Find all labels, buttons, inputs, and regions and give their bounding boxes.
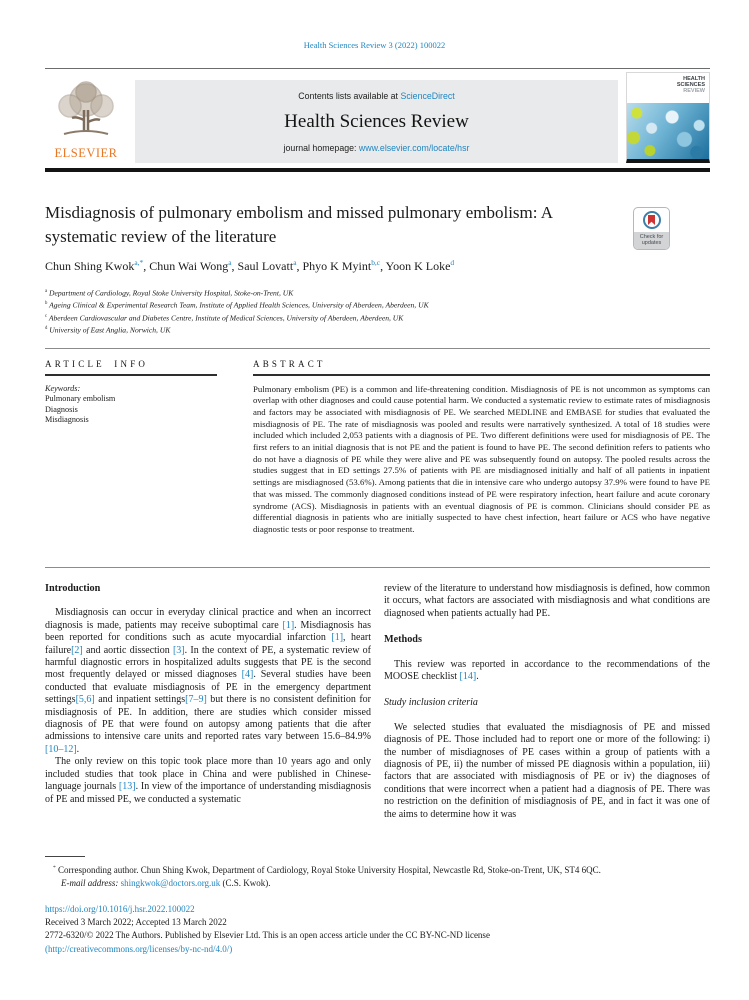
check-for-updates-badge[interactable] (633, 207, 670, 250)
journal-cover-thumbnail (626, 72, 710, 163)
abstract-column (253, 359, 710, 536)
affiliation-line (45, 299, 665, 311)
affiliation-line (45, 312, 665, 324)
text-segment: . In the context of PE, a systematic review of harmful diagnostic errors in hospitalized adults suggests that PE is the second most frequently delayed or missed diagnoses (45, 644, 371, 681)
cover-art-image (627, 103, 709, 159)
inline-link[interactable]: ScienceDirect (400, 91, 455, 101)
inline-link[interactable]: [1] (282, 619, 295, 631)
inline-link[interactable]: [14] (459, 671, 477, 683)
body-paragraph (45, 756, 371, 806)
inline-link[interactable]: [10–12] (45, 743, 77, 755)
elsevier-logo (45, 80, 127, 163)
doi-link[interactable]: https://doi.org/10.1016/j.hsr.2022.100022 (45, 904, 195, 914)
text-segment: Aberdeen Cardiovascular and Diabetes Centre, Institute of Medical Sciences, University of Aberdeen, Aberdeen, UK (47, 313, 404, 323)
inline-link[interactable]: [4] (241, 669, 254, 681)
text-segment: Misdiagnosis can occur in everyday clinical practice and when an incorrect diagnosis is made, patients may receive suboptimal care (45, 607, 371, 631)
received-accepted-line: Received 3 March 2022; Accepted 13 March 2022 (45, 917, 227, 928)
text-segment: , Chun Wai Wong (143, 259, 229, 273)
elsevier-wordmark: ELSEVIER (54, 146, 118, 160)
check-for-updates-label: Check for updates (634, 232, 669, 249)
footer-block (45, 903, 710, 956)
masthead-bottom-rule (45, 168, 710, 172)
email-line (45, 877, 710, 890)
text-segment: Corresponding author. Chun Shing Kwok, Department of Cardiology, Royal Stoke University Hospital, Newcastle Rd, Stoke-on-Trent, UK, ST4 6QC. (55, 865, 601, 875)
text-segment: * (53, 865, 56, 871)
text-segment: b (45, 301, 48, 307)
methods-heading: Methods (384, 634, 422, 646)
article-info-column (45, 359, 217, 426)
heading-rule (45, 374, 217, 376)
cover-title-line: REVIEW (683, 88, 705, 94)
text-segment: journal homepage: (283, 143, 359, 153)
keywords-label: Keywords: (45, 383, 81, 393)
license-link[interactable]: (http://creativecommons.org/licenses/by-nc-nd/4.0/) (45, 943, 233, 954)
text-segment: Department of Cardiology, Royal Stoke University Hospital, Stoke-on-Trent, UK (47, 288, 294, 298)
text-segment: a (45, 289, 48, 294)
footnote-block (45, 862, 710, 889)
cover-title-line: HEALTH (683, 76, 705, 82)
inline-link[interactable]: www.elsevier.com/locate/hsr (358, 143, 470, 153)
journal-banner (135, 80, 618, 163)
text-segment: b,c (371, 258, 381, 267)
keyword: Pulmonary embolism (45, 394, 116, 404)
keyword: Misdiagnosis (45, 415, 89, 425)
text-segment: but there is no consistent definition for misdiagnosis of PE. In addition, there are studies which consider missed diagnosis of PE that were found on autopsy among patients that die after admissions to intensive care units and reported rates vary between 15.6–84.9% (45, 694, 371, 743)
text-segment: Contents lists available at (298, 91, 401, 101)
affiliation-line (45, 324, 665, 336)
text-segment: . Several studies have been conducted that evaluate misdiagnosis of PE in the emergency department settings (45, 669, 371, 706)
text-segment: . (76, 743, 80, 755)
text-segment: University of East Anglia, Norwich, UK (47, 325, 171, 335)
text-segment: and inpatient settings (94, 694, 186, 706)
masthead (45, 76, 710, 163)
section-divider (45, 348, 710, 349)
cover-title (631, 76, 705, 94)
text-segment: (C.S. Kwok). (220, 877, 271, 888)
issn-copyright-line: 2772-6320/© 2022 The Authors. Published by Elsevier Ltd. This is an open access article under the CC BY-NC-ND license (45, 930, 490, 941)
text-segment: Chun Shing Kwok (45, 259, 135, 273)
body-paragraph (384, 659, 710, 684)
introduction-heading: Introduction (45, 583, 101, 594)
footnote-rule (45, 856, 85, 857)
elsevier-tree-icon (50, 80, 122, 142)
body-paragraph: We selected studies that evaluated the misdiagnosis of PE and missed diagnosis of PE. Those included had to report one or more of the following: i) the number of misdiagnoses of PE cases within a group of patients with a diagnosis of PE, ii) the number of missed PE diagnosis within a population, iii) factors that are associated with misdiagnosis of PE or iv) the diagnoses of conditions that were incorrect when a patient had a diagnosis of PE. There was no restriction on the definition of misdiagnosis of PE, and in fact it was one of the aims to determine how it was (384, 721, 710, 820)
keywords-block (45, 384, 217, 426)
body-columns (45, 583, 710, 855)
running-head: Health Sciences Review 3 (2022) 100022 (303, 40, 446, 50)
inclusion-criteria-subheading: Study inclusion criteria (384, 697, 478, 709)
keyword: Diagnosis (45, 404, 78, 414)
bookmark-icon (648, 215, 655, 225)
section-divider (45, 567, 710, 568)
body-paragraph (45, 607, 371, 756)
author-list (45, 258, 655, 274)
body-paragraph: review of the literature to understand how misdiagnosis is defined, how common it occurs, what factors are associated with misdiagnosis and what conditions are diagnosed when patients actually had PE. (384, 583, 710, 619)
article-title: Misdiagnosis of pulmonary embolism and missed pulmonary embolism: A systematic review of the literature (45, 203, 553, 246)
homepage-line (135, 143, 618, 153)
text-segment: a (228, 258, 232, 267)
text-segment: E-mail address: (61, 877, 119, 888)
inline-link[interactable]: [1] (331, 632, 344, 644)
corresponding-author-note (45, 862, 710, 877)
article-info-heading: ARTICLE INFO (45, 359, 149, 369)
text-segment: d (450, 258, 455, 267)
abstract-text: Pulmonary embolism (PE) is a common and life-threatening condition. Misdiagnosis of PE is not uncommon as symptoms can overlap with other diagnoses and could cause potential harm. We conducted a systematic review to estimate rates of misdiagnosis and factors may be associated with misdiagnosis of PE. We searched MEDLINE and EMBASE for studies that evaluated the misdiagnosis of PE. The rate of misdiagnosis was pooled and results were narratively synthesized. A total of 18 studies were included which included 2,053 patients with a diagnosis of PE. Two different definitions were used for misdiagnosis of PE. The first refers to an initial diagnosis that is not PE and the patient is found to have PE. The second definition refers to patients who do not have a diagnosis of PE while they were alive and PE was subsequently found on autopsy. The pooled results across the studies suggest that in ED settings 27.5% of patients with PE are misdiagnosed initially and half of all patients in inpatient settings are misdiagnosed (53.6%). Among patients that die in intensive care who undergo autopsy 37.9% were found to have PE that was missed. The commonly diagnosed conditions instead of PE were respiratory infection, heart failure and acute coronary syndrome (ACS). Misdiagnosis in patients with an eventual diagnosis of PE is common. Clinicians should consider PE as differential diagnosis in patients who are initially suspected to have chest infection, heart failure or ACS who have negative diagnostic tests or poor response to treatment. (253, 383, 710, 534)
heading-rule (253, 374, 710, 376)
inline-link[interactable]: [2] (71, 644, 83, 656)
text-segment: Ageing Clinical & Experimental Research Team, Institute of Applied Health Sciences, University of Aberdeen, Aberdeen, UK (47, 300, 429, 310)
inline-link[interactable]: [5,6] (75, 694, 95, 706)
text-segment: . In view of the importance of understanding misdiagnosis of PE and missed PE, we conducted a systematic (45, 781, 372, 805)
text-segment: , Phyo K Myint (296, 259, 372, 273)
text-segment: . (476, 671, 479, 683)
text-segment: d (45, 325, 48, 331)
inline-link[interactable]: [3] (172, 644, 185, 656)
text-segment: The only review on this topic took place more than 10 years ago and only included studies that took place in China and were published in Chinese-language journals (45, 756, 371, 793)
text-segment: a,* (134, 258, 144, 267)
contents-line (135, 91, 618, 101)
text-segment: , Yoon K Loke (380, 259, 451, 273)
cover-title-line: SCIENCES (676, 82, 705, 88)
text-segment: and aortic dissection (82, 644, 173, 656)
affiliations (45, 287, 665, 336)
inline-link[interactable]: [7–9] (185, 694, 207, 706)
crossmark-circle-icon (643, 211, 661, 229)
body-column-right (384, 583, 710, 855)
text-segment: c (45, 313, 48, 319)
body-column-left (45, 583, 371, 855)
text-segment: This review was reported in accordance to the recommendations of the MOOSE checklist (384, 658, 710, 683)
top-rule (45, 68, 710, 69)
text-segment: a (293, 258, 297, 267)
journal-title: Health Sciences Review (284, 111, 469, 132)
inline-link[interactable]: shingkwok@doctors.org.uk (120, 877, 221, 888)
inline-link[interactable]: [13] (118, 781, 136, 793)
affiliation-line (45, 287, 665, 299)
cover-header (627, 73, 709, 106)
text-segment: . Misdiagnosis has been reported for conditions such as acute myocardial infarction (45, 619, 371, 644)
abstract-heading: ABSTRACT (253, 359, 326, 369)
text-segment: , heart failure (45, 632, 371, 656)
text-segment: , Saul Lovatt (231, 259, 294, 273)
